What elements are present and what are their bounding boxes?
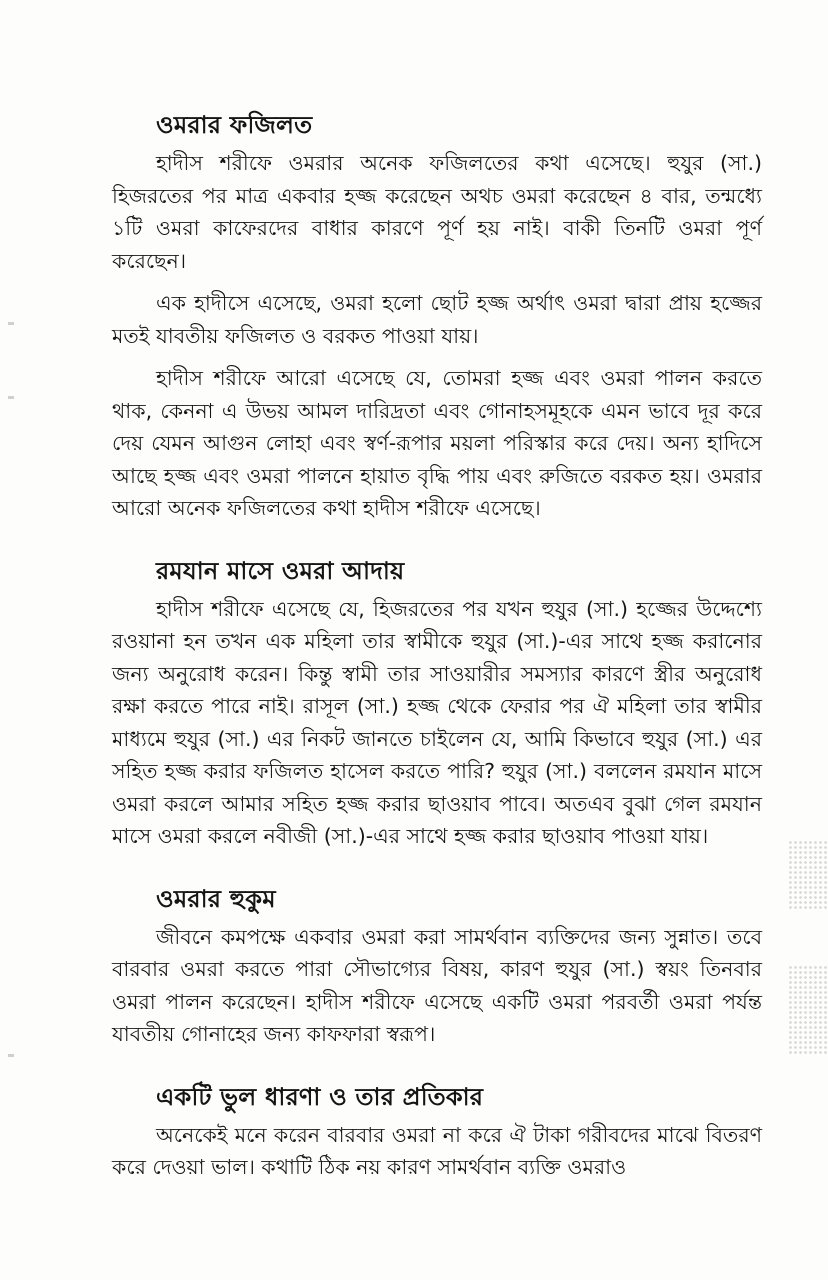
section-ramadan-omra [112,551,762,853]
paragraph: এক হাদীসে এসেছে, ওমরা হলো ছোট হজ্জ অর্থাৎ ওমরা দ্বারা প্রায় হজ্জের মতই যাবতীয় ফজিলত ও বরকত পাওয়া যায়। [112,291,762,348]
paragraph: হাদীস শরীফে ওমরার অনেক ফজিলতের কথা এসেছে। হুযুর (সা.) হিজরতের পর মাত্র একবার হজ্জ করেছেন অথচ ওমরা করেছেন ৪ বার, তন্মধ্যে ১টি ওমরা কাফেরদের বাধার কারণে পূর্ণ হয় নাই। বাকী তিনটি ওমরা পূর্ণ করেছেন। [112,151,762,273]
section-heading: ওমরার ফজিলত [156,111,313,139]
section-heading: রমযান মাসে ওমরা আদায় [156,556,405,585]
paragraph: জীবনে কমপক্ষে একবার ওমরা করা সামর্থবান ব্যক্তিদের জন্য সুন্নাত। তবে বারবার ওমরা করতে পারা সৌভাগ্যের বিষয়, কারণ হুযুর (সা.) স্বয়ং তিনবার ওমরা পালন করেছেন। হাদীস শরীফে এসেছে একটি ওমরা পরবর্তী ওমরা পর্যন্ত যাবতীয় গোনাহের জন্য কাফফারা স্বরূপ। [112,924,762,1046]
section-misconception [112,1077,762,1184]
section-heading: ওমরার হুকুম [156,884,276,913]
scan-speckle [788,965,828,1055]
edge-mark [8,1054,14,1057]
section-omra-fazilat [112,105,762,525]
edge-mark [8,396,14,399]
section-heading: একটি ভুল ধারণা ও তার প্রতিকার [156,1082,484,1111]
paragraph: অনেকেই মনে করেন বারবার ওমরা না করে ঐ টাকা গরীবদের মাঝে বিতরণ করে দেওয়া ভাল। কথাটি ঠিক নয় কারণ সামর্থবান ব্যক্তি ওমরাও [112,1122,762,1179]
edge-mark [8,322,14,325]
scan-speckle [788,840,828,910]
section-omra-hukum [112,879,762,1051]
paragraph: হাদীস শরীফে আরো এসেছে যে, তোমরা হজ্জ এবং ওমরা পালন করতে থাক, কেননা এ উভয় আমল দারিদ্রতা এবং গোনাহসমূহকে এমন ভাবে দূর করে দেয় যেমন আগুন লোহা এবং স্বর্ণ-রূপার ময়লা পরিস্কার করে দেয়। অন্য হাদিসে আছে হজ্জ এবং ওমরা পালনে হায়াত বৃদ্ধি পায় এবং রুজিতে বরকত হয়। ওমরার আরো অনেক ফজিলতের কথা হাদীস শরীফে এসেছে। [112,366,762,520]
text-column [112,105,762,1184]
paragraph: হাদীস শরীফে এসেছে যে, হিজরতের পর যখন হুযুর (সা.) হজ্জের উদ্দেশ্যে রওয়ানা হন তখন এক মহিলা তার স্বামীকে হুযুর (সা.)-এর সাথে হজ্জ করানোর জন্য অনুরোধ করেন। কিন্তু স্বামী তার সাওয়ারীর সমস্যার কারণে স্ত্রীর অনুরোধ রক্ষা করতে পারে নাই। রাসূল (সা.) হজ্জ থেকে ফেরার পর ঐ মহিলা তার স্বামীর মাধ্যমে হুযুর (সা.) এর নিকট জানতে চাইলেন যে, আমি কিভাবে হুযুর (সা.) এর সহিত হজ্জ করার ফজিলত হাসেল করতে পারি? হুযুর (সা.) বললেন রমযান মাসে ওমরা করলে আমার সহিত হজ্জ করার ছাওয়াব পাবে। অতএব বুঝা গেল রমযান মাসে ওমরা করলে নবীজী (সা.)-এর সাথে হজ্জ করার ছাওয়াব পাওয়া যায়। [112,596,762,848]
